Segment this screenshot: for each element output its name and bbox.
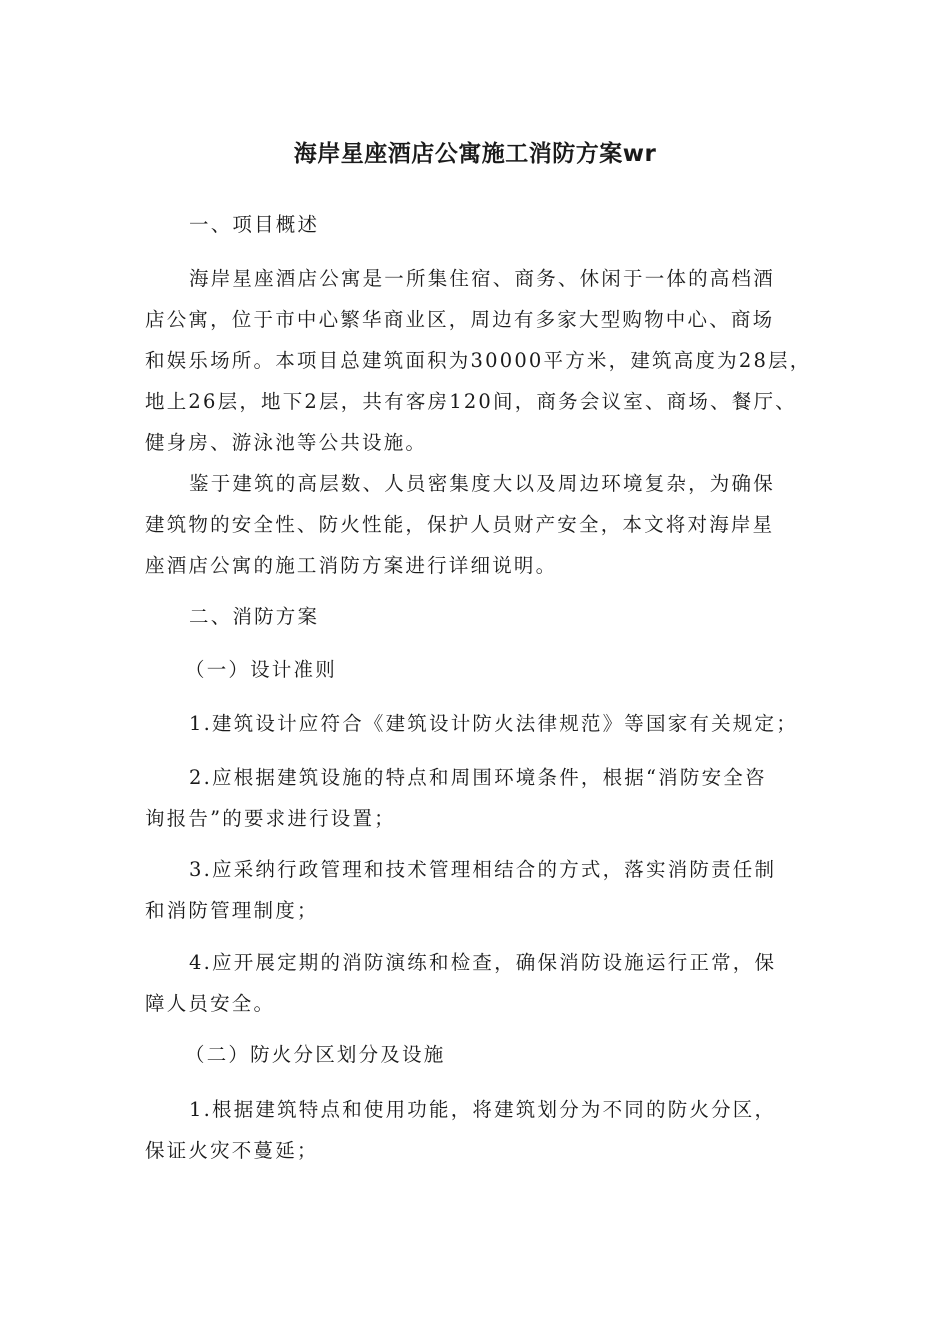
paragraph-line: 保证火灾不蔓延； [145,1139,319,1162]
subsection-heading-fire-zones [145,1034,853,1075]
paragraph-line: 2.应根据建筑设施的特点和周围环境条件，根据“消防安全咨 [189,766,767,789]
paragraph-line: 3.应采纳行政管理和技术管理相结合的方式，落实消防责任制 [189,858,777,881]
section-heading-text: 一、项目概述 [189,213,320,236]
paragraph-line: 4.应开展定期的消防演练和检查，确保消防设施运行正常，保 [189,951,777,974]
rule-item-1 [145,703,813,744]
subsection-heading-design-rules [145,649,853,690]
document-title: 海岸星座酒店公寓施工消防方案wr [293,141,657,167]
paragraph-line: 询报告”的要求进行设置； [145,807,396,830]
rule-item-2 [145,757,813,839]
zone-item-1 [145,1089,813,1171]
subsection-heading-text: （一）设计准则 [185,658,337,681]
paragraph-line: 1.根据建筑特点和使用功能，将建筑划分为不同的防火分区， [189,1098,777,1121]
paragraph-line: 鉴于建筑的高层数、人员密集度大以及周边环境复杂，为确保 [189,472,775,495]
paragraph-line: 和娱乐场所。本项目总建筑面积为30000平方米，建筑高度为28层， [145,349,812,372]
paragraph-line: 建筑物的安全性、防火性能，保护人员财产安全，本文将对海岸星 [145,513,775,536]
section-heading-overview [145,204,857,245]
paragraph-line: 海岸星座酒店公寓是一所集住宿、商务、休闲于一体的高档酒 [189,267,775,290]
paragraph-line: 地上26层，地下2层，共有客房120间，商务会议室、商场、餐厅、 [145,390,797,413]
paragraph-project-intro [145,258,813,463]
rule-item-3 [145,849,813,931]
section-heading-text: 二、消防方案 [189,605,320,628]
section-heading-fire-plan [145,596,857,637]
paragraph-line: 座酒店公寓的施工消防方案进行详细说明。 [145,554,558,577]
paragraph-line: 和消防管理制度； [145,899,319,922]
paragraph-line: 健身房、游泳池等公共设施。 [145,431,428,454]
paragraph-purpose [145,463,813,586]
rule-item-4 [145,942,813,1024]
subsection-heading-text: （二）防火分区划分及设施 [185,1043,446,1066]
paragraph-line: 1.建筑设计应符合《建筑设计防火法律规范》等国家有关规定； [189,712,798,735]
paragraph-line: 障人员安全。 [145,992,276,1015]
paragraph-line: 店公寓，位于市中心繁华商业区，周边有多家大型购物中心、商场 [145,308,775,331]
